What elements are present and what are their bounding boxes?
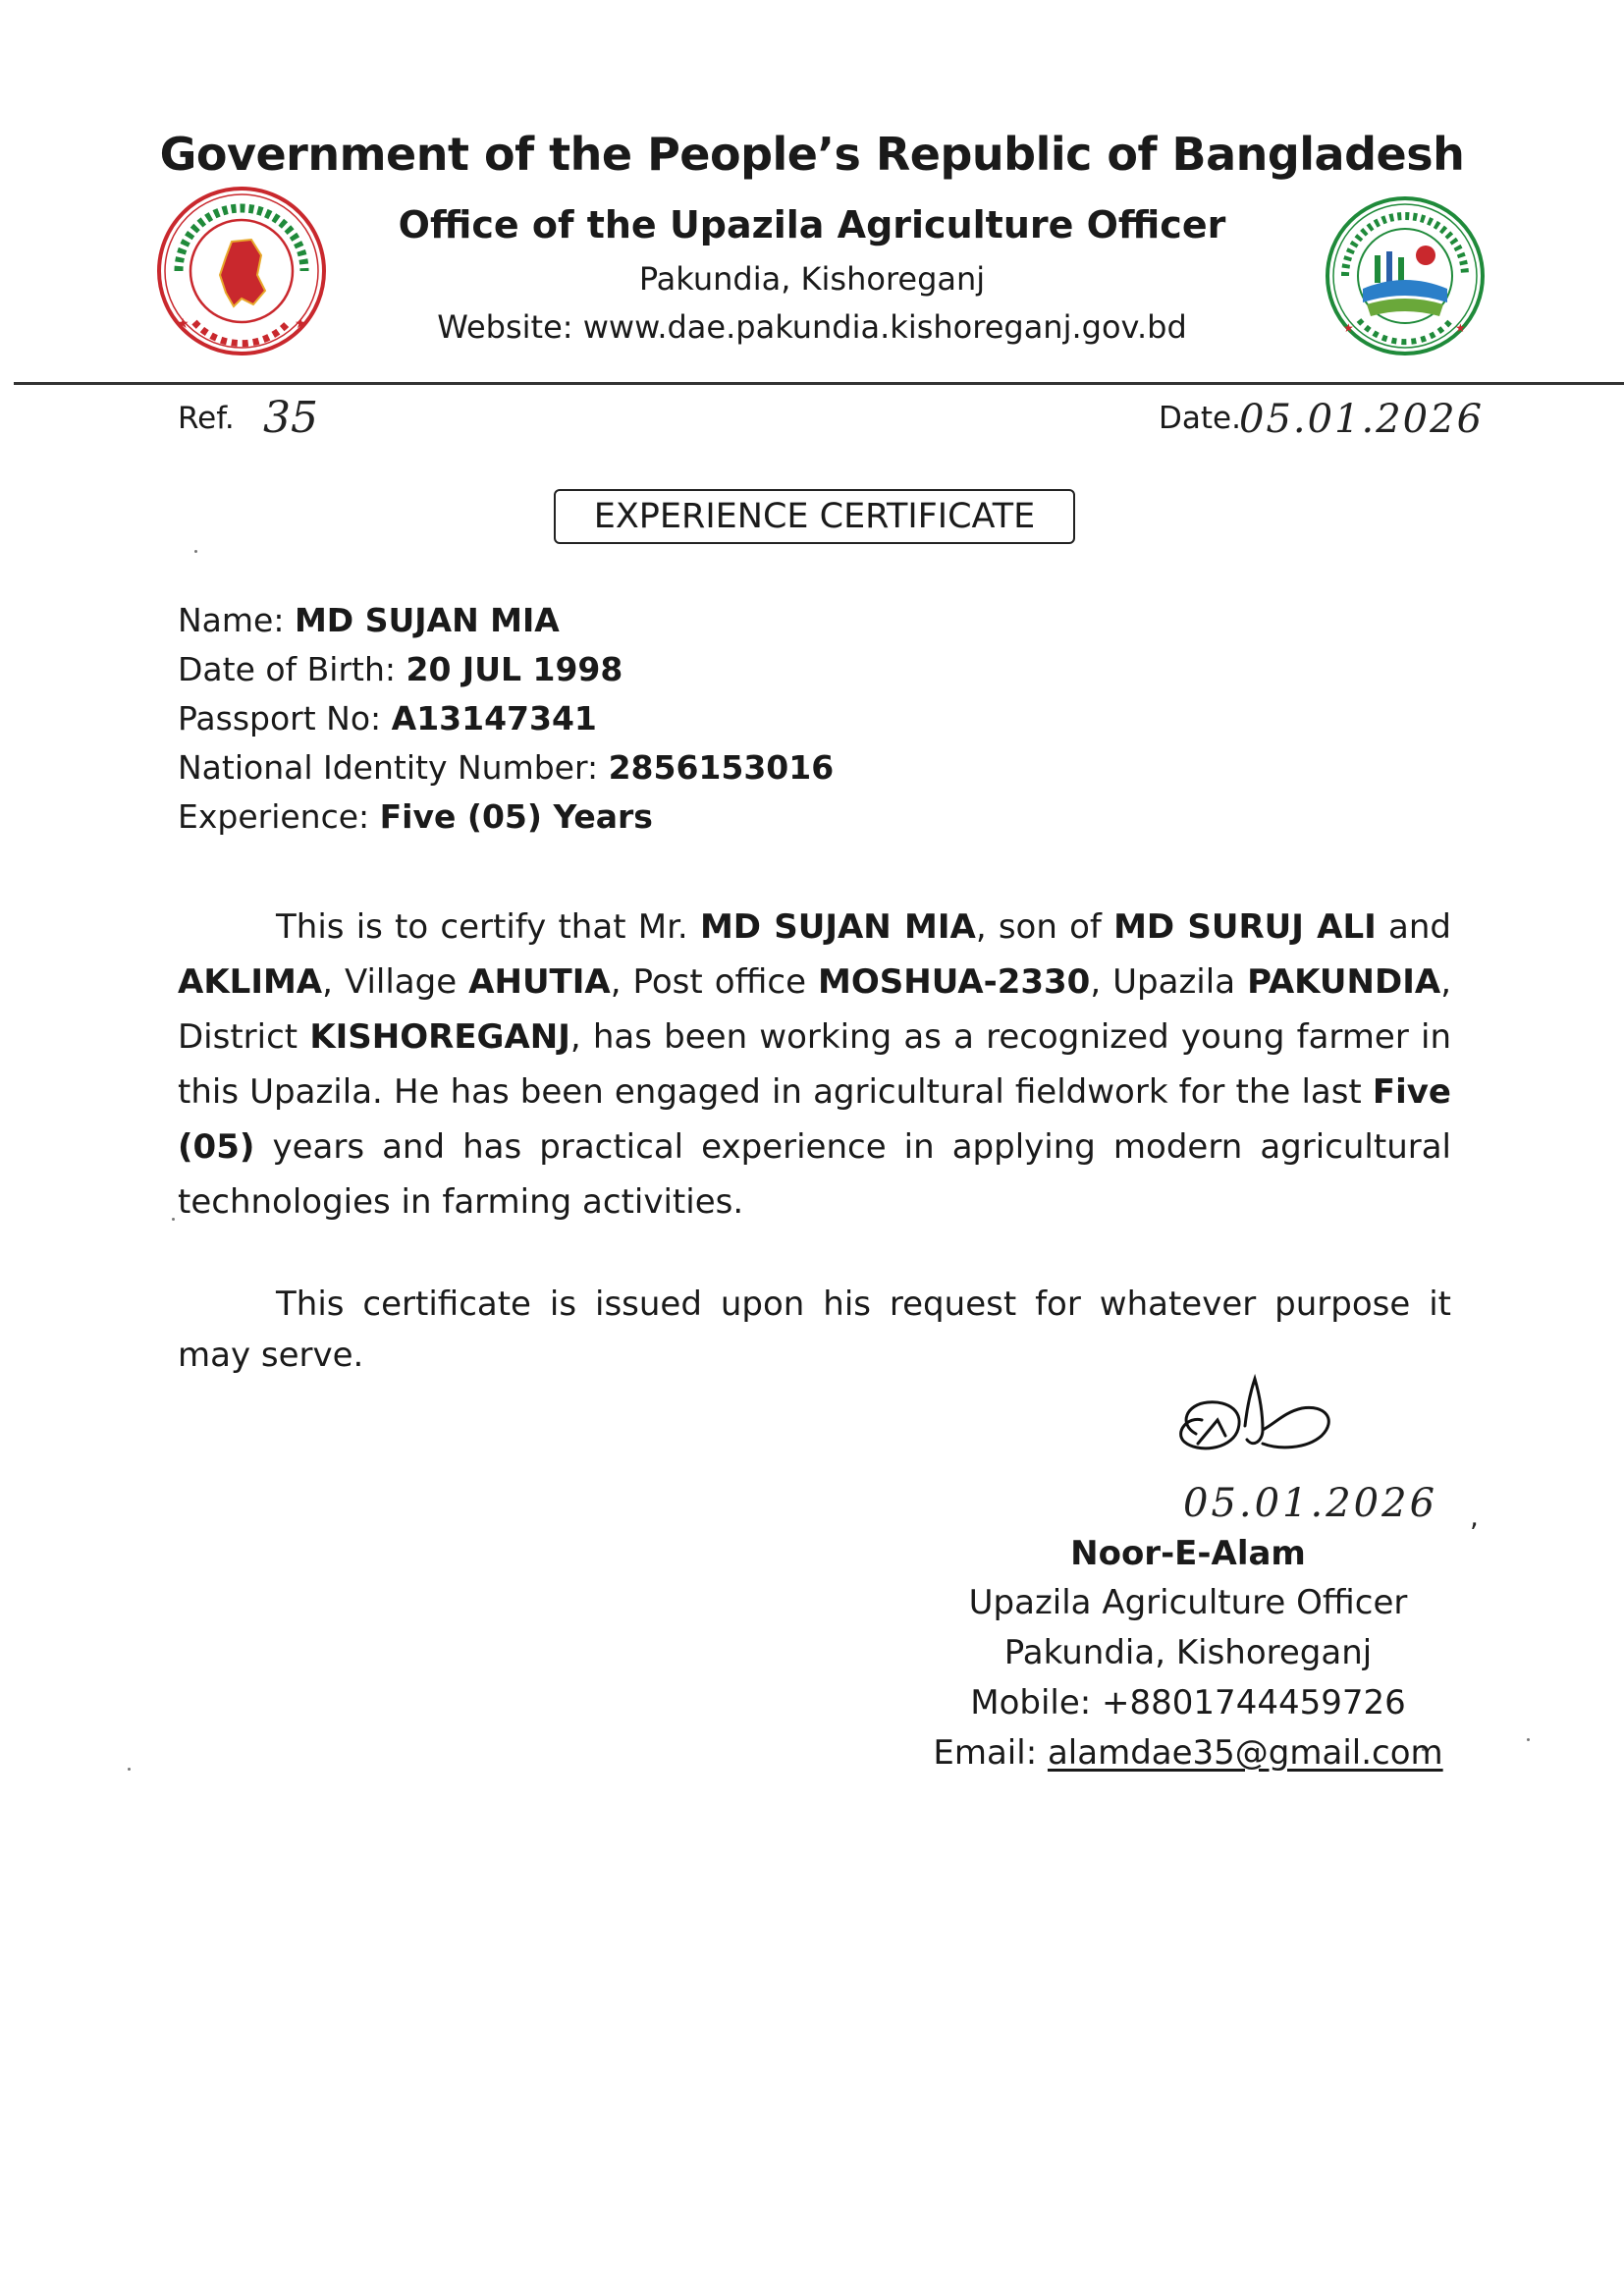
para-text: , District [178,962,1451,1057]
para-bold: MOSHUA-2330 [818,962,1091,1002]
detail-name [178,601,560,640]
signatory-mobile: Mobile: +8801744459726 [970,1683,1406,1722]
para-text: , son of [975,907,1114,947]
para-text: years and has practical experience in applying modern agricultural technologies in farming activities. [178,1127,1451,1222]
office-location: Pakundia, Kishoreganj [638,260,986,298]
handwritten-signature-icon [1168,1365,1365,1483]
dae-seal-icon [1324,194,1487,357]
detail-label: Name: [178,601,295,639]
svg-text:★: ★ [295,316,307,332]
detail-label: Experience: [178,797,380,836]
para-text: , Village [322,962,469,1002]
email-label: Email: [933,1733,1048,1773]
detail-experience [178,797,653,837]
signature-date-handwritten: 05.01.2026 [1183,1481,1438,1526]
date-handwritten: 05.01.2026 [1239,397,1485,442]
signature-comma: , [1470,1501,1479,1533]
detail-label: National Identity Number: [178,748,609,787]
scan-speck [172,1218,175,1221]
detail-date-of-birth [178,650,623,689]
para-text: This is to certify that Mr. [276,907,700,947]
para-bold: KISHOREGANJ [309,1017,570,1057]
date-label: Date. [1159,401,1241,436]
government-title: Government of the People’s Republic of Bangladesh [159,128,1465,181]
detail-value: Five (05) Years [379,797,653,836]
scan-speck [1527,1738,1530,1741]
para-bold: AKLIMA [178,962,323,1002]
detail-value: A13147341 [391,699,597,738]
detail-passport [178,699,597,738]
certification-paragraph [178,900,1451,1230]
signatory-location: Pakundia, Kishoreganj [1003,1633,1373,1672]
ref-label: Ref. [178,401,235,436]
bangladesh-government-seal-icon [155,185,328,357]
detail-value: 2856153016 [608,748,835,787]
detail-label: Passport No: [178,699,392,738]
scan-speck [194,550,197,553]
signatory-designation: Upazila Agriculture Officer [968,1583,1408,1622]
para-text: , Upazila [1090,962,1248,1002]
ref-number-handwritten: 35 [263,393,318,443]
detail-label: Date of Birth: [178,650,406,688]
detail-nid [178,748,834,788]
para-bold: AHUTIA [468,962,611,1002]
para-text: , has been working as a recognized young farmer in this Upazila. He has been engaged in agricultural fieldwork for the last [178,1017,1451,1112]
header-divider [14,382,1624,385]
detail-value: MD SUJAN MIA [294,601,560,639]
para-bold: Five (05) [178,1072,1451,1167]
signatory-name: Noor-E-Alam [1070,1534,1306,1573]
para-text: and [1376,907,1451,947]
certificate-title: EXPERIENCE CERTIFICATE [554,489,1075,544]
email-link[interactable]: alamdae35@gmail.com [1047,1733,1443,1773]
scan-speck [128,1768,131,1771]
svg-text:★: ★ [1455,321,1466,335]
para-bold: MD SUJAN MIA [699,907,976,947]
para-text: , Post office [610,962,819,1002]
signatory-email-line [884,1728,1492,1777]
svg-text:★: ★ [177,316,189,332]
para-bold: PAKUNDIA [1247,962,1441,1002]
office-website: Website: www.dae.pakundia.kishoreganj.gov.bd [437,308,1187,346]
svg-text:★: ★ [1343,321,1354,335]
issue-purpose-paragraph: This certificate is issued upon his request for whatever purpose it may serve. [178,1285,1451,1375]
office-title: Office of the Upazila Agriculture Officer [398,203,1226,246]
para-bold: MD SURUJ ALI [1113,907,1377,947]
detail-value: 20 JUL 1998 [406,650,623,688]
